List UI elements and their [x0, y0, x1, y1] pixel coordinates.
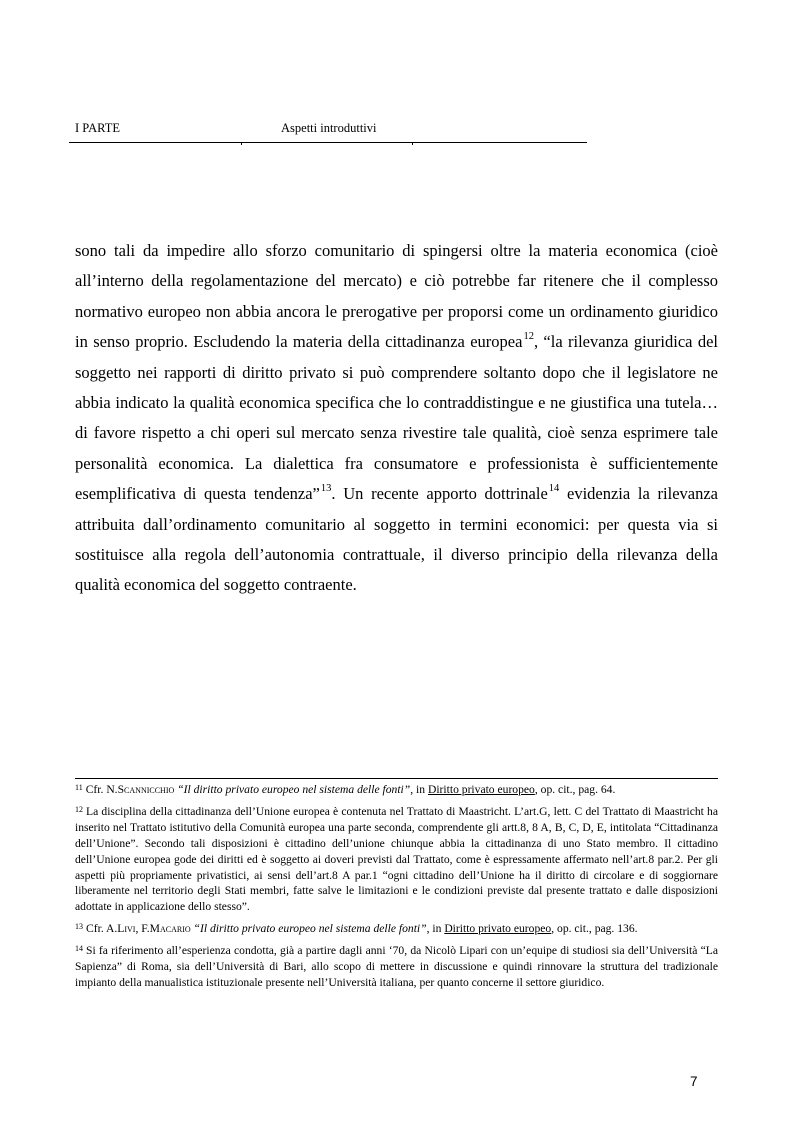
header-rule-tick [241, 142, 242, 145]
footnote-text: , op. cit., pag. 64. [534, 783, 616, 796]
footnote-ref-14[interactable]: 14 [548, 483, 560, 495]
header-rule-tick [412, 142, 413, 145]
cited-title: “Il diritto privato europeo nel sistema delle fonti” [193, 922, 427, 936]
paragraph-text: . Un recente apporto dottrinale [331, 484, 548, 504]
footnote-14 [75, 943, 718, 991]
footnote-13 [75, 921, 718, 937]
footnote-number: 12 [75, 804, 83, 814]
main-paragraph [75, 236, 718, 601]
footnote-11 [75, 782, 718, 798]
page-number: 7 [690, 1074, 698, 1089]
header-rule [69, 142, 587, 143]
footnote-separator [75, 778, 718, 779]
cited-book: Diritto privato europeo [444, 922, 552, 936]
running-header [75, 121, 587, 145]
footnote-text: Cfr. N.S [85, 783, 125, 796]
footnote-ref-13[interactable]: 13 [320, 483, 332, 495]
paragraph-text: evidenzia la rilevanza attribuita dall’ordinamento comunitario al soggetto in termini economici: per questa via si sostituisce alla regola dell’autonomia contrattuale, il diverso principio della rilevanza della qualità economica del soggetto contraente. [75, 484, 719, 595]
header-part-label: I PARTE [75, 121, 120, 135]
footnote-ref-12[interactable]: 12 [523, 331, 534, 343]
footnote-12 [75, 804, 718, 915]
cited-book: Diritto privato europeo [427, 783, 535, 796]
footnote-text: La disciplina della cittadinanza dell’Unione europea è contenuta nel Trattato di Maastricht. L’art.G, lett. C del Trattato di Maastricht ha inserito nel Trattato istitutivo della Comunità europea una parte seconda, comprendente gli artt.8, 8 A, B, C, D, E, intitolata “Cittadinanza dell’Unione”. Secondo tali disposizioni è cittadino dell’unione chiunque abbia la cittadinanza di uno Stato membro. Il cittadino dell’Unione europea gode dei diritti ed è soggetto ai doveri previsti dal Trattato, come è espressamente affermato nell’art.8 par.2. Per gli aspetti più propriamente privatistici, ai sensi dell’art.8 A par.1 “ogni cittadino dell’Unione ha il diritto di circolare e di soggiornare liberamente nel territorio degli Stati membri, fatte salve le limitazioni e le condizioni previste dal presente trattato e dalle disposizioni adottate in applicazione dello stesso”. [75, 804, 718, 914]
author-name: acario [159, 922, 191, 936]
author-name: cannicchio [124, 783, 175, 796]
paragraph-text: sono tali da impedire allo sforzo comunitario di spingersi oltre la materia economica (cioè all’interno della regolamentazione del mercato) e ciò potrebbe far ritenere che il complesso normativo europeo non abbia ancora le prerogative per proporsi come un ordinamento giuridico in senso proprio. Escludendo la materia della cittadinanza europea [75, 241, 718, 352]
paragraph-text: , “la rilevanza giuridica del soggetto nei rapporti di diritto privato si può comprendere soltanto dopo che il legislatore ne abbia indicato la qualità economica specifica che lo contraddistingue e ne giustifica una tutela…di favore rispetto a chi operi sul mercato senza rivestire tale qualità, cioè senza esprimere tale personalità economica. La dialettica fra consumatore e professionista è sufficientemente esemplificativa di questa tendenza” [75, 332, 718, 504]
footnotes [75, 782, 718, 997]
footnote-text: Si fa riferimento all’esperienza condotta, già a partire dagli anni ‘70, da Nicolò Lipari con un’equipe di studiosi sia dell’Università “La Sapienza” di Roma, sia dell’Università di Bari, allo scopo di mettere in discussione e quindi rinnovare la struttura del tradizionale impianto della manualistica istituzionale presente nell’Università italiana, per quanto concerne il settore giuridico. [75, 944, 718, 989]
cited-title: “Il diritto privato europeo nel sistema delle fonti” [177, 783, 411, 796]
footnote-number: 14 [75, 944, 83, 954]
author-name: ivi [124, 922, 136, 936]
footnote-text: Cfr. A.L [86, 922, 125, 936]
footnote-number: 13 [75, 922, 83, 932]
footnote-text: , op. cit., pag. 136. [551, 922, 638, 936]
footnote-text: , in [410, 783, 428, 796]
footnote-text: , in [426, 922, 445, 936]
footnote-text: , F.M [135, 922, 160, 936]
footnote-number: 11 [75, 783, 83, 792]
header-section-title: Aspetti introduttivi [281, 121, 377, 135]
